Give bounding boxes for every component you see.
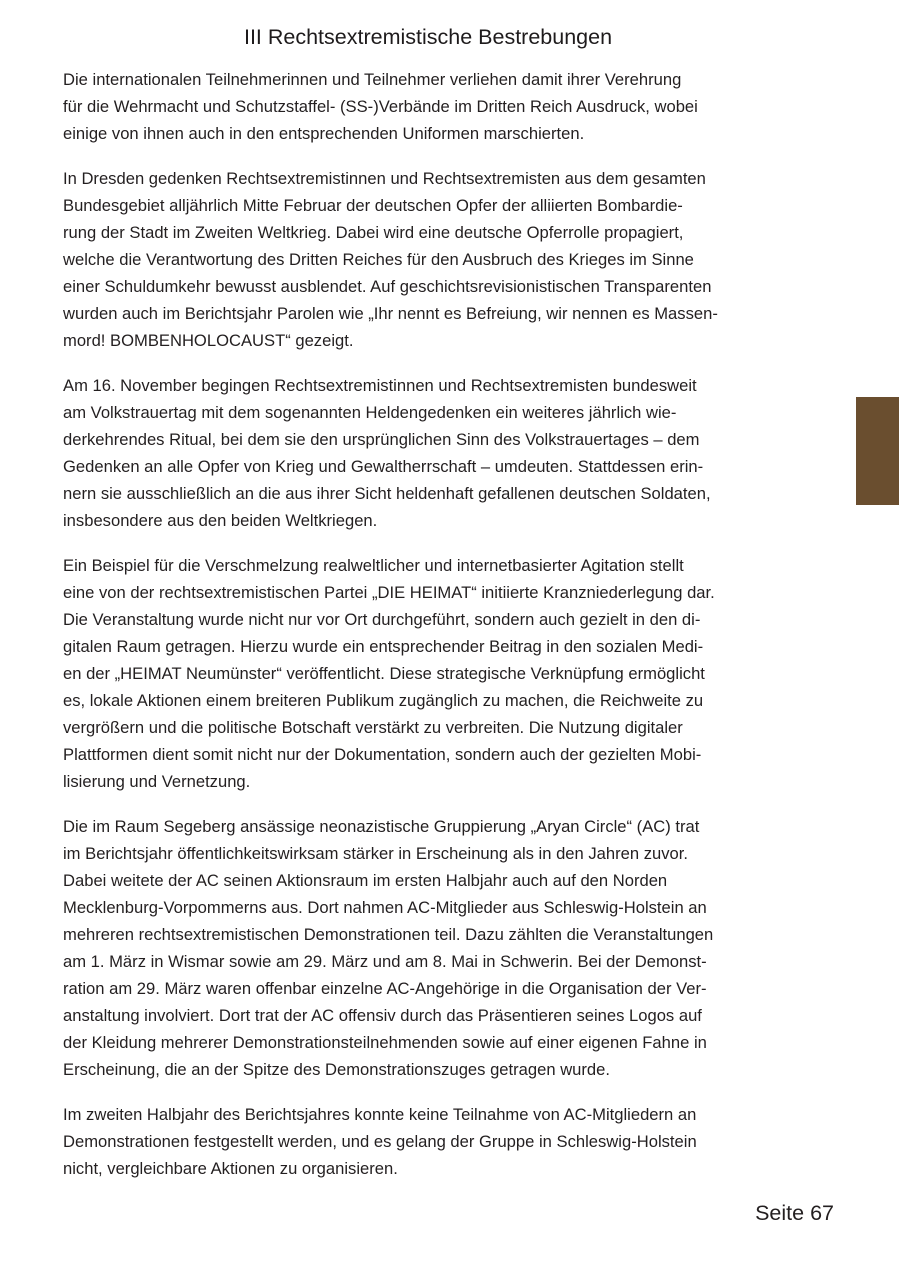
text-line: Dabei weitete der AC seinen Aktionsraum im ersten Halbjahr auch auf den Norden xyxy=(63,871,668,890)
text-line: für die Wehrmacht und Schutzstaffel- (SS-)Verbände im Dritten Reich Ausdruck, wobei xyxy=(63,97,698,116)
chapter-tab-marker xyxy=(856,397,899,505)
body-text xyxy=(63,66,801,1200)
page-number: Seite 67 xyxy=(755,1201,834,1225)
text-line: einige von ihnen auch in den entsprechenden Uniformen marschierten. xyxy=(63,124,585,143)
text-line: welche die Verantwortung des Dritten Reiches für den Ausbruch des Krieges im Sinne xyxy=(63,250,694,269)
text-line: Gedenken an alle Opfer von Krieg und Gewaltherrschaft – umdeuten. Stattdessen erin- xyxy=(63,457,704,476)
paragraph-5 xyxy=(63,813,801,1083)
text-line: derkehrendes Ritual, bei dem sie den ursprünglichen Sinn des Volkstrauertages – dem xyxy=(63,430,700,449)
text-line: Die im Raum Segeberg ansässige neonazistische Gruppierung „Aryan Circle“ (AC) trat xyxy=(63,817,700,836)
text-line: es, lokale Aktionen einem breiteren Publikum zugänglich zu machen, die Reichweite zu xyxy=(63,691,704,710)
text-line: Die internationalen Teilnehmerinnen und Teilnehmer verliehen damit ihrer Verehrung xyxy=(63,70,682,89)
text-line: Die Veranstaltung wurde nicht nur vor Ort durchgeführt, sondern auch gezielt in den di- xyxy=(63,610,701,629)
text-line: In Dresden gedenken Rechtsextremistinnen und Rechtsextremisten aus dem gesamten xyxy=(63,169,706,188)
text-line: insbesondere aus den beiden Weltkriegen. xyxy=(63,511,378,530)
text-line: eine von der rechtsextremistischen Partei „DIE HEIMAT“ initiierte Kranzniederlegung dar. xyxy=(63,583,715,602)
paragraph-2 xyxy=(63,165,801,354)
text-line: ration am 29. März waren offenbar einzelne AC-Angehörige in die Organisation der Ver- xyxy=(63,979,707,998)
text-line: Demonstrationen festgestellt werden, und es gelang der Gruppe in Schleswig-Holstein xyxy=(63,1132,697,1151)
section-title: III Rechtsextremistische Bestrebungen xyxy=(243,25,613,49)
text-line: Bundesgebiet alljährlich Mitte Februar der deutschen Opfer der alliierten Bombardie- xyxy=(63,196,683,215)
text-line: der Kleidung mehrerer Demonstrationsteilnehmenden sowie auf einer eigenen Fahne in xyxy=(63,1033,707,1052)
text-line: wurden auch im Berichtsjahr Parolen wie „Ihr nennt es Befreiung, wir nennen es Massen- xyxy=(63,304,718,323)
text-line: Mecklenburg-Vorpommerns aus. Dort nahmen AC-Mitglieder aus Schleswig-Holstein an xyxy=(63,898,707,917)
text-line: anstaltung involviert. Dort trat der AC offensiv durch das Präsentieren seines Logos auf xyxy=(63,1006,702,1025)
text-line: einer Schuldumkehr bewusst ausblendet. Auf geschichtsrevisionistischen Transparenten xyxy=(63,277,712,296)
paragraph-3 xyxy=(63,372,801,534)
text-line: Plattformen dient somit nicht nur der Dokumentation, sondern auch der gezielten Mobi- xyxy=(63,745,702,764)
text-line: rung der Stadt im Zweiten Weltkrieg. Dabei wird eine deutsche Opferrolle propagiert, xyxy=(63,223,684,242)
paragraph-6 xyxy=(63,1101,801,1182)
page-header xyxy=(0,22,856,52)
text-line: im Berichtsjahr öffentlichkeitswirksam stärker in Erscheinung als in den Jahren zuvor. xyxy=(63,844,688,863)
text-line: gitalen Raum getragen. Hierzu wurde ein entsprechender Beitrag in den sozialen Medi- xyxy=(63,637,704,656)
text-line: Erscheinung, die an der Spitze des Demonstrationszuges getragen wurde. xyxy=(63,1060,610,1079)
text-line: vergrößern und die politische Botschaft verstärkt zu verbreiten. Die Nutzung digitaler xyxy=(63,718,683,737)
paragraph-4 xyxy=(63,552,801,795)
text-line: Ein Beispiel für die Verschmelzung realweltlicher und internetbasierter Agitation stellt xyxy=(63,556,684,575)
text-line: nern sie ausschließlich an die aus ihrer Sicht heldenhaft gefallenen deutschen Soldaten, xyxy=(63,484,711,503)
text-line: en der „HEIMAT Neumünster“ veröffentlicht. Diese strategische Verknüpfung ermöglicht xyxy=(63,664,705,683)
text-line: mord! BOMBENHOLOCAUST“ gezeigt. xyxy=(63,331,354,350)
paragraph-1 xyxy=(63,66,801,147)
text-line: nicht, vergleichbare Aktionen zu organisieren. xyxy=(63,1159,398,1178)
text-line: am 1. März in Wismar sowie am 29. März und am 8. Mai in Schwerin. Bei der Demonst- xyxy=(63,952,707,971)
text-line: Am 16. November begingen Rechtsextremistinnen und Rechtsextremisten bundesweit xyxy=(63,376,697,395)
text-line: mehreren rechtsextremistischen Demonstrationen teil. Dazu zählten die Veranstaltungen xyxy=(63,925,714,944)
text-line: am Volkstrauertag mit dem sogenannten Heldengedenken ein weiteres jährlich wie- xyxy=(63,403,677,422)
text-line: lisierung und Vernetzung. xyxy=(63,772,251,791)
text-line: Im zweiten Halbjahr des Berichtsjahres konnte keine Teilnahme von AC-Mitgliedern an xyxy=(63,1105,697,1124)
